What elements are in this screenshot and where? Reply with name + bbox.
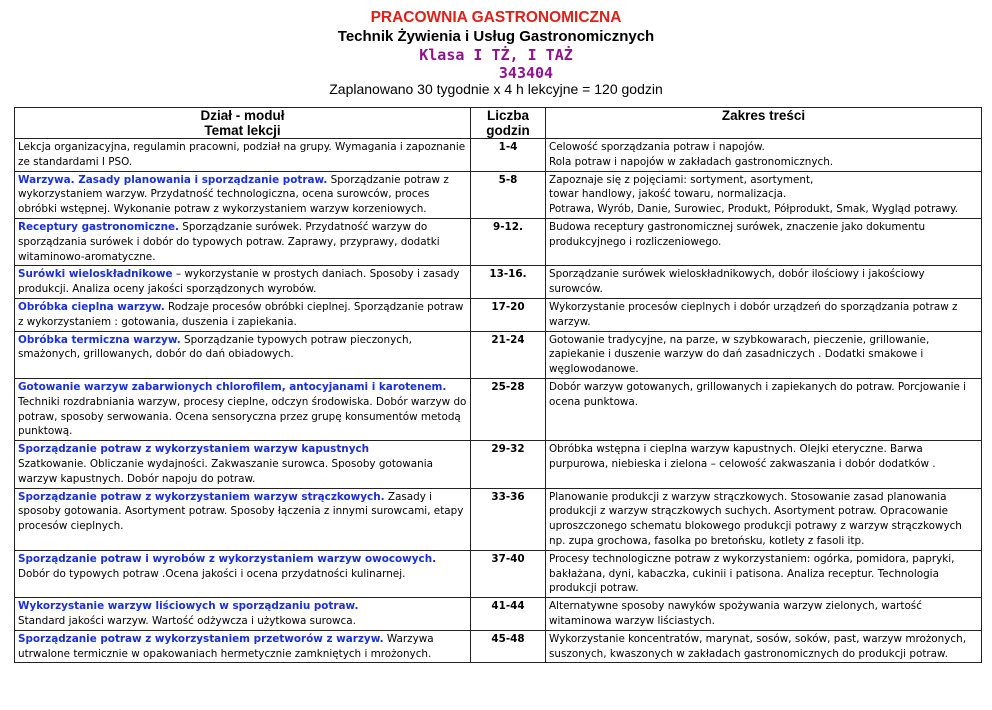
page-title: PRACOWNIA GASTRONOMICZNA [370,9,622,26]
hours-cell: 37-40 [471,550,546,597]
lesson-description: Szatkowanie. Obliczanie wydajności. Zakwaszanie surowca. Sposoby gotowania warzyw kapustnych. Dobór napoju do potraw. [18,457,433,485]
table-header-row [15,108,982,139]
module-title: Receptury gastronomiczne. [18,220,179,233]
lesson-description: Techniki rozdrabniania warzyw, procesy cieplne, odczyn środowiska. Dobór warzyw do potraw, sposoby serwowania. Ocena sensoryczna przez grupę konsumentów metodą punktową. [18,395,467,438]
page-subtitle: Technik Żywienia i Usług Gastronomicznych [337,27,655,45]
hours-plan: Zaplanowano 30 tygodnie x 4 h lekcyjne = 120 godzin [329,80,663,97]
lesson-description: Dobór do typowych potraw .Ocena jakości i ocena przydatności kulinarnej. [18,567,406,580]
scope-cell: Alternatywne sposoby nawyków spożywania warzyw zielonych, wartość witaminowa warzyw liściastych. [546,598,982,631]
table-row [15,266,982,299]
hours-cell: 29-32 [471,441,546,488]
lesson-topic-cell [15,630,471,663]
program-code: 343404 [498,63,554,82]
lesson-description: Sporządzanie typowych potraw pieczonych, smażonych, grillowanych, dobór do dań obiadowych. [18,333,412,361]
hours-cell: 25-28 [471,378,546,440]
module-title: Sporządzanie potraw z wykorzystaniem przetworów z warzyw. [18,632,384,645]
module-title: Wykorzystanie warzyw liściowych w sporządzaniu potraw. [18,600,359,613]
table-row [15,441,982,488]
table-row [15,630,982,663]
lesson-topic-cell [15,598,471,631]
scope-cell: Zapoznaje się z pojęciami: sortyment, asortyment, towar handlowy, jakość towaru, normalizacja. Potrawa, Wyrób, Danie, Surowiec, Produkt, Półprodukt, Smak, Wygląd potrawy. [546,171,982,218]
hours-cell: 17-20 [471,298,546,331]
table-row [15,331,982,378]
scope-cell: Planowanie produkcji z warzyw strączkowych. Stosowanie zasad planowania produkcji z warzyw strączkowych suchych. Asortyment potraw. Opracowanie uproszczonego schematu blokowego produkcji potrawy z warzyw strączkowych np. zupa grochowa, fasolka po bretońsku, kotlety z fasoli itp. [546,488,982,550]
lesson-topic-cell [15,218,471,265]
lesson-topic-cell [15,378,471,440]
lesson-topic-cell [15,488,471,550]
scope-cell: Budowa receptury gastronomicznej surówek, znaczenie jako dokumentu produkcyjnego i rozliczeniowego. [546,218,982,265]
lesson-topic-cell [15,331,471,378]
header-module-topic [15,108,471,139]
header-hours [471,108,546,139]
lesson-description: Standard jakości warzyw. Wartość odżywcza i użytkowa surowca. [18,614,356,627]
module-title: Warzywa. Zasady planowania i sporządzanie potraw. [18,173,328,186]
scope-cell: Wykorzystanie koncentratów, marynat, sosów, soków, past, warzyw mrożonych, suszonych, kwaszonych w zakładach gastronomicznych do produkcji potraw. [546,630,982,663]
lesson-description: Sporządzanie surówek. Przydatność warzyw do sporządzania surówek i dobór do typowych potraw. Zaprawy, przyprawy, dodatki witaminowo-aromatyczne. [18,220,440,263]
page-header [0,9,992,96]
module-title: Surówki wieloskładnikowe [18,268,173,281]
module-title: Obróbka termiczna warzyw. [18,333,181,346]
hours-cell: 13-16. [471,266,546,299]
scope-cell: Sporządzanie surówek wieloskładnikowych, dobór ilościowy i jakościowy surowców. [546,266,982,299]
hours-cell: 21-24 [471,331,546,378]
lesson-description: Rodzaje procesów obróbki cieplnej. Sporządzanie potraw z wykorzystaniem : gotowania, duszenia i zapiekania. [18,300,464,328]
table-row [15,598,982,631]
hours-cell: 41-44 [471,598,546,631]
lesson-topic-cell [15,441,471,488]
module-title: Sporządzanie potraw z wykorzystaniem warzyw strączkowych. [18,490,385,503]
module-title: Obróbka cieplna warzyw. [18,300,165,313]
table-row [15,139,982,172]
scope-cell: Wykorzystanie procesów cieplnych i dobór urządzeń do sporządzania potraw z warzyw. [546,298,982,331]
header-topic: Temat lekcji [204,123,281,138]
module-title: Gotowanie warzyw zabarwionych chlorofilem, antocyjanami i karotenem. [18,380,447,393]
table-row [15,298,982,331]
hours-cell: 5-8 [471,171,546,218]
hours-cell: 33-36 [471,488,546,550]
table-row [15,218,982,265]
scope-cell: Dobór warzyw gotowanych, grillowanych i zapiekanych do potraw. Porcjowanie i ocena punktowa. [546,378,982,440]
lesson-topic-cell [15,298,471,331]
scope-cell: Obróbka wstępna i cieplna warzyw kapustnych. Olejki eteryczne. Barwa purpurowa, niebieska i zielona – celowość zakwaszania i dobór dodatków . [546,441,982,488]
lesson-description: Sporządzanie potraw z wykorzystaniem warzyw. Przydatność technologiczna, ocena surowców, proces obróbki wstępnej. Wykonanie potraw z wykorzystaniem warzyw korzeniowych. [18,173,449,216]
scope-cell: Gotowanie tradycyjne, na parze, w szybkowarach, pieczenie, grillowanie, zapiekanie i duszenie warzyw do dań zasadniczych . Dodatki smakowe i węglowodanowe. [546,331,982,378]
lesson-topic-cell [15,171,471,218]
table-row [15,171,982,218]
hours-cell: 9-12. [471,218,546,265]
scope-cell: Procesy technologiczne potraw z wykorzystaniem: ogórka, pomidora, papryki, bakłażana, dyni, kabaczka, cukinii i patisona. Analiza receptur. Technologia produkcji potraw. [546,550,982,597]
lesson-topic-cell [15,550,471,597]
lesson-description: Zasady i sposoby gotowania. Asortyment potraw. Sposoby łączenia z innymi surowcami, etapy procesów cieplnych. [18,490,464,533]
hours-cell: 1-4 [471,139,546,172]
curriculum-table [14,107,982,663]
hours-cell: 45-48 [471,630,546,663]
lesson-topic-cell [15,139,471,172]
lesson-description: – wykorzystanie w prostych daniach. Sposoby i zasady produkcji. Analiza oceny jakości sporządzonych wyrobów. [18,268,460,296]
lesson-topic-cell [15,266,471,299]
lesson-description: Lekcja organizacyjna, regulamin pracowni, podział na grupy. Wymagania i zapoznanie ze standardami I PSO. [18,141,466,168]
table-row [15,550,982,597]
table-row [15,488,982,550]
header-module: Dział - moduł [200,108,285,123]
header-scope: Zakres treści [546,108,982,139]
lesson-description: Warzywa utrwalone termicznie w opakowaniach hermetycznie zamkniętych i mrożonych. [18,632,434,660]
scope-cell: Celowość sporządzania potraw i napojów. Rola potraw i napojów w zakładach gastronomicznych. [546,139,982,172]
header-hours-line2: godzin [486,123,530,138]
module-title: Sporządzanie potraw i wyrobów z wykorzystaniem warzyw owocowych. [18,552,437,565]
table-row [15,378,982,440]
module-title: Sporządzanie potraw z wykorzystaniem warzyw kapustnych [18,443,370,456]
header-hours-line1: Liczba [486,108,529,123]
class-label: Klasa I TŻ, I TAŻ [419,45,573,64]
